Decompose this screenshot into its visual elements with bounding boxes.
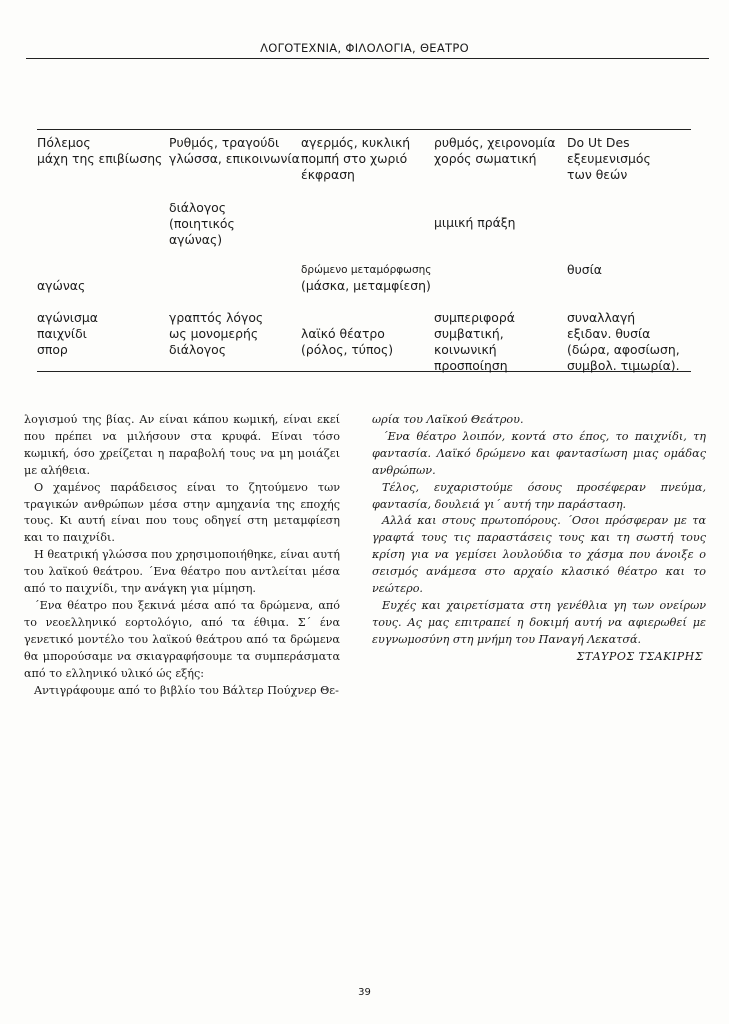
table-cell: αγώνισμα παιχνίδι σπορ [37,310,98,357]
table-cell: αγώνας [37,278,86,293]
table-cell: μιμική πράξη [434,215,516,230]
table-cell: αγερμός, κυκλική πομπή στο χωριό έκφραση [301,135,411,182]
paragraph: Τέλος, ευχαριστούμε όσους προσέφεραν πνεύμα, φαντασία, δουλειά γι΄ αυτή την παράσταση. [372,480,706,511]
table-cell: διάλογος (ποιητικός αγώνας) [169,200,235,247]
paragraph: λογισμού της βίας. Αν είναι κάπου κωμική, είναι εκεί που πρέπει να μιλήσουν στα κρυφά. Είναι τόσο κωμική, όσο χρείζεται η παραβολή τους να μη μοιάζει με αλήθεια. [24,413,340,477]
paragraph: Ο χαμένος παράδεισος είναι το ζητούμενο των τραγικών ανθρώπων μέσα στην αμηχανία της εποχής τους. Κι αυτή είναι που τους οδηγεί στη μεταμφίεση και το παιχνίδι. [24,480,340,545]
paragraph: Η θεατρική γλώσσα που χρησιμοποιήθηκε, είναι αυτή του λαϊκού θεάτρου. ΄Ενα θέατρο που αντλείται μέσα από το παιχνίδι, την ανάγκη για μίμηση. [24,548,340,596]
table-cell: λαϊκό θέατρο (ρόλος, τύπος) [301,326,394,357]
right-column [372,412,706,649]
paragraph: ΄Ενα θέατρο που ξεκινά μέσα από τα δρώμενα, από το νεοελληνικό εορτολόγιο, από τα έθιμα. Σ΄ ένα γενετικό μοντέλο του λαϊκού θεάτρου από τα δρώμενα θα μπορούσαμε να σκιαγραφήσουμε τα συμπεράσματα από το ελληνικό υλικό ώς εξής: [24,598,340,680]
table-cell: συμπεριφορά συμβατική, κοινωνική προσποίηση [434,310,515,373]
table-top-rule [37,129,691,130]
table-cell: Do Ut Des εξευμενισμός των θεών [567,135,651,182]
table-cell: θυσία [567,262,602,277]
paragraph: Αντιγράφουμε από το βιβλίο του Βάλτερ Πούχνερ Θε- [34,683,339,697]
paragraph: Αλλά και στους πρωτοπόρους. ΄Οσοι πρόσφεραν με τα γραφτά τους τις παραστάσεις τους και τη σωστή τους κρίση για να γεμίσει λουλούδια το χάσμα που άνοιξε ο σεισμός ανάμεσα στο αρχαίο κλασικό θέατρο και το νεώτερο. [372,514,706,596]
table-cell: Ρυθμός, τραγούδι γλώσσα, επικοινωνία [169,135,300,166]
paragraph: ωρία του Λαϊκού Θεάτρου. [372,413,524,426]
paragraph: ΄Ενα θέατρο λοιπόν, κοντά στο έπος, το παιχνίδι, τη φαντασία. Λαϊκό δρώμενο και φαντασίωση μιας ομάδας ανθρώπων. [372,429,706,477]
header-rule [26,58,709,59]
table-cell: ρυθμός, χειρονομία χορός σωματική [434,135,556,166]
table-cell: δρώμενο μεταμόρφωσης [301,264,432,276]
table-cell: (μάσκα, μεταμφίεση) [301,278,431,293]
table-cell: Πόλεμος μάχη της επιβίωσης [37,135,163,166]
table-cell: γραπτός λόγος ως μονομερής διάλογος [169,310,264,357]
running-header: ΛΟΓΟΤΕΧΝΙΑ, ΦΙΛΟΛΟΓΙΑ, ΘΕΑΤΡΟ [260,41,469,55]
left-column [24,412,340,699]
page-number: 39 [358,987,371,998]
schema-table [37,129,691,130]
table-cell: συναλλαγή εξιδαν. θυσία (δώρα, αφοσίωση, συμβολ. τιμωρία). [567,310,680,373]
paragraph: Ευχές και χαιρετίσματα στη γενέθλια γη των ονείρων τους. Ας μας επιτραπεί η δοκιμή αυτή να αφιερωθεί με ευγνωμοσύνη στη μνήμη του Παναγή Λεκατσά. [372,598,706,646]
author-signature: ΣΤΑΥΡΟΣ ΤΣΑΚΙΡΗΣ [576,650,703,663]
